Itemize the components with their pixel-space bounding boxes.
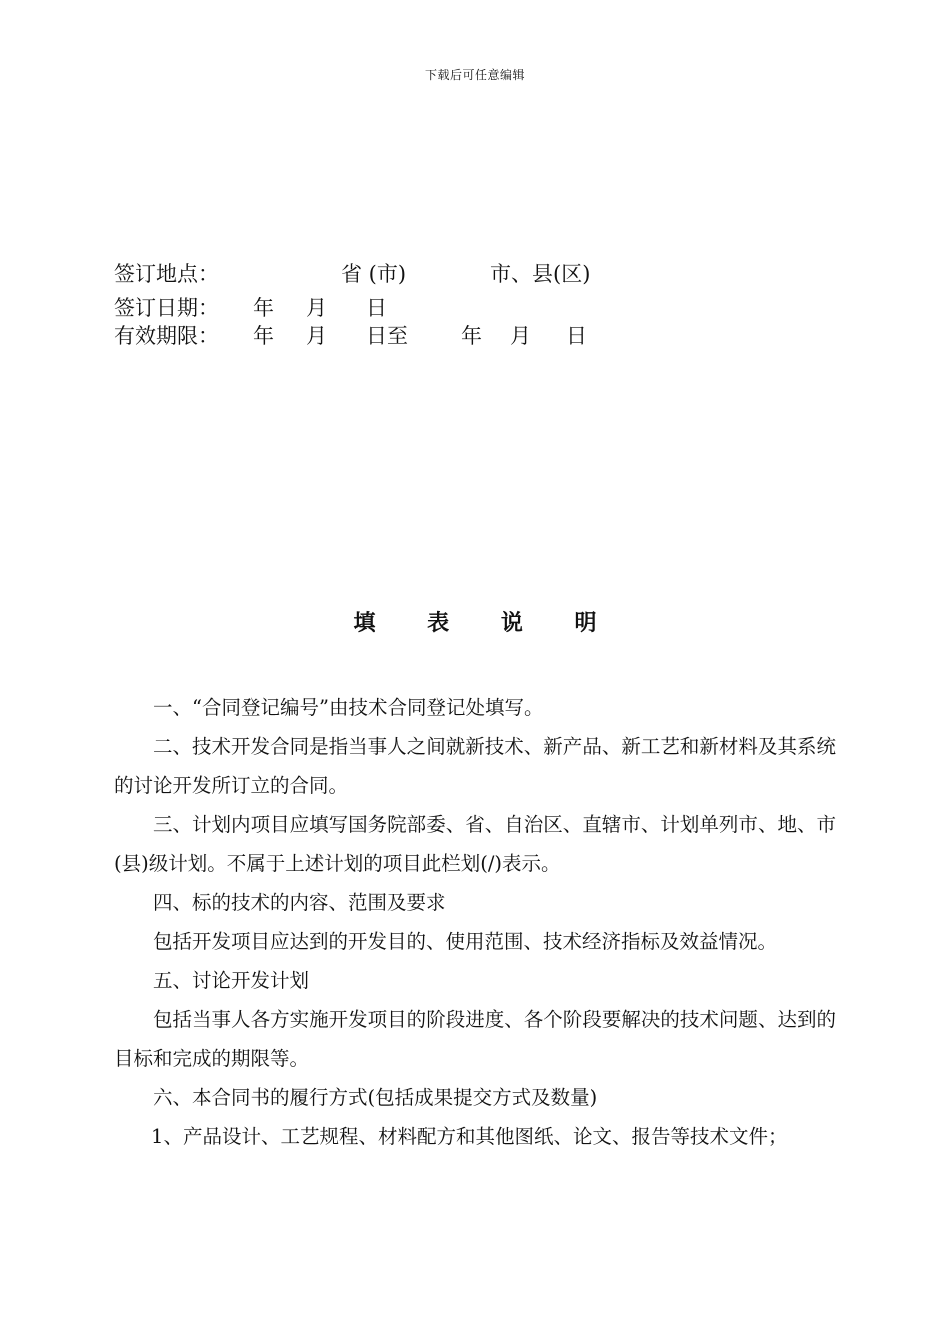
- valid-to-month: 月: [510, 324, 531, 348]
- instruction-paragraph: 五、讨论开发计划: [153, 969, 310, 992]
- signing-date-year: 年: [253, 296, 274, 320]
- instruction-paragraph: 包括开发项目应达到的开发目的、使用范围、技术经济指标及效益情况。: [153, 930, 778, 953]
- valid-from-month: 月: [306, 324, 327, 348]
- validity-label: 有效期限：: [114, 324, 219, 348]
- signing-place-label: 签订地点：: [114, 262, 219, 286]
- city-county-field: 市、县(区): [490, 262, 591, 286]
- instructions-body: [114, 688, 836, 1156]
- valid-from-day-to: 日至: [366, 324, 408, 348]
- instruction-paragraph: 二、技术开发合同是指当事人之间就新技术、新产品、新工艺和新材料及其系统的讨论开发所订立的合同。: [114, 735, 836, 797]
- valid-from-year: 年: [253, 324, 274, 348]
- instructions-title: 填 表 说 明: [353, 611, 619, 636]
- instruction-paragraph: 包括当事人各方实施开发项目的阶段进度、各个阶段要解决的技术问题、达到的目标和完成的期限等。: [114, 1008, 836, 1070]
- signing-date-label: 签订日期：: [114, 296, 219, 320]
- valid-to-day: 日: [566, 324, 587, 348]
- page-header-note: 下载后可任意编辑: [424, 68, 525, 82]
- province-field: 省 (市): [341, 262, 407, 286]
- instruction-paragraph: 四、标的技术的内容、范围及要求: [153, 891, 446, 914]
- instruction-paragraph: 1、产品设计、工艺规程、材料配方和其他图纸、论文、报告等技术文件；: [151, 1125, 788, 1148]
- signing-date-month: 月: [306, 296, 327, 320]
- signing-date-day: 日: [366, 296, 387, 320]
- valid-to-year: 年: [461, 324, 482, 348]
- instruction-paragraph: 三、计划内项目应填写国务院部委、省、自治区、直辖市、计划单列市、地、市(县)级计划。不属于上述计划的项目此栏划(/)表示。: [114, 813, 836, 875]
- instruction-paragraph: 一、“合同登记编号”由技术合同登记处填写。: [153, 696, 544, 719]
- instruction-paragraph: 六、本合同书的履行方式(包括成果提交方式及数量): [153, 1086, 598, 1109]
